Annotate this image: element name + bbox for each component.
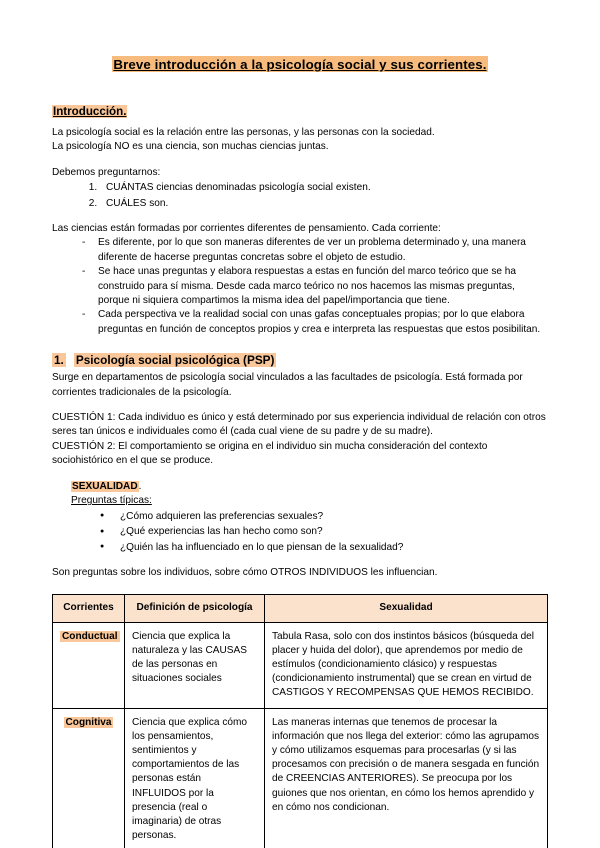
corriente-name: Cognitiva — [65, 716, 112, 728]
cell-definicion: Ciencia que explica cómo los pensamientos, sentimientos y comportamientos de las personas están INFLUIDOS por la presencia (real o imaginaria) de otras personas. — [125, 708, 265, 848]
corrientes-table — [52, 594, 548, 848]
sexualidad-label-period: . — [138, 480, 142, 492]
heading-seccion-1 — [52, 353, 548, 367]
intro-line-2: La psicología NO es una ciencia, son muchas ciencias juntas. — [52, 141, 329, 153]
column-header-sexualidad: Sexualidad — [265, 595, 548, 622]
table-row — [53, 622, 548, 708]
seccion-1-paragraph-1: Surge en departamentos de psicología social vinculados a las facultades de psicología. Está formada por corrientes tradicionales de la psicología. — [52, 372, 523, 398]
cell-definicion: Ciencia que explica la naturaleza y las CAUSAS de las personas en situaciones sociales — [125, 622, 265, 708]
page-title-text: Breve introducción a la psicología social y sus corrientes. — [113, 57, 487, 72]
table-row — [53, 708, 548, 848]
intro-numbered-list — [52, 180, 548, 211]
cell-sexualidad: Tabula Rasa, solo con dos instintos básicos (búsqueda del placer y huida del dolor), que aprendemos por medio de estímulos (condicionamiento clásico) y respuestas (condicionamiento instrumental) que se crean en virtud de CASTIGOS Y RECOMPENSAS QUE HEMOS RECIBIDO. — [265, 622, 548, 708]
heading-introduccion-text: Introducción. — [53, 105, 127, 118]
list-item: ● ¿Qué experiencias las han hecho como son? — [52, 524, 548, 540]
intro-paragraph-2: Debemos preguntarnos: — [52, 166, 161, 178]
intro-paragraph-3: Las ciencias están formadas por corrientes diferentes de pensamiento. Cada corriente: — [52, 223, 441, 235]
list-item: - Se hace unas preguntas y elabora respuestas a estas en función del marco teórico que se ha construido para sí misma. Desde cada marco teórico no nos hacemos las mismas preguntas, porque ni siquiera compartimos la misma idea del papel/importancia que tiene. — [52, 265, 548, 308]
list-item: 2. CUÁLES son. — [100, 196, 548, 212]
seccion-1-cuestion-1: CUESTIÓN 1: Cada individuo es único y está determinado por sus experiencia individual de relación con otros seres tan únicos e individuales como él (cada cual viene de su padre y de su madre). — [52, 412, 546, 438]
preguntas-tipicas-label — [71, 494, 548, 508]
corriente-name: Conductual — [62, 630, 118, 642]
heading-seccion-1-number: 1. — [54, 353, 64, 368]
preguntas-tipicas-text: Preguntas típicas: — [71, 495, 152, 507]
sexualidad-label — [71, 480, 548, 494]
heading-introduccion — [52, 94, 548, 123]
list-item: - Cada perspectiva ve la realidad social con unas gafas conceptuales propias; por lo que elabora preguntas en función de conceptos propios y crea e interpreta las respuestas que estos posibilitan. — [52, 308, 548, 337]
intro-dash-list — [52, 236, 548, 337]
seccion-1-cuestion-2: CUESTIÓN 2: El comportamiento se origina en el individuo sin mucha consideración del contexto sociohistórico en el que se produce. — [52, 440, 488, 467]
cell-corriente — [53, 622, 125, 708]
list-item: ● ¿Cómo adquieren las preferencias sexuales? — [52, 509, 548, 525]
list-item: 1. CUÁNTAS ciencias denominadas psicología social existen. — [100, 180, 548, 196]
cell-corriente — [53, 708, 125, 848]
table-body — [53, 622, 548, 848]
intro-line-1: La psicología social es la relación entre las personas, y las personas con la sociedad. — [52, 126, 435, 138]
sexualidad-bullet-list — [52, 509, 548, 556]
column-header-definicion: Definición de psicología — [125, 595, 265, 622]
list-item: ● ¿Quién las ha influenciado en lo que piensan de la sexualidad? — [52, 540, 548, 556]
intro-paragraph-1 — [52, 126, 548, 155]
cell-sexualidad: Las maneras internas que tenemos de procesar la información que nos llega del exterior: cómo las agrupamos y cómo utilizamos esquemas para procesarlas (y si las procesamos con precisión o de manera sesgada en función de CREENCIAS ANTERIORES). Se preocupa por los guiones que nos orientan, en cómo los hemos aprendido y en cómo nos condicionan. — [265, 708, 548, 848]
sexualidad-label-text: SEXUALIDAD — [72, 480, 138, 492]
page-title — [52, 38, 548, 78]
column-header-corrientes: Corrientes — [53, 595, 125, 622]
seccion-1-closing: Son preguntas sobre los individuos, sobre cómo OTROS INDIVIDUOS les influencian. — [52, 567, 438, 579]
heading-seccion-1-text: Psicología social psicológica (PSP) — [75, 353, 275, 368]
table-header-row — [53, 595, 548, 622]
table-header — [53, 595, 548, 622]
list-item: - Es diferente, por lo que son maneras diferentes de ver un problema determinado y, una manera diferente de hacerse preguntas concretas sobre el objeto de estudio. — [52, 236, 548, 265]
